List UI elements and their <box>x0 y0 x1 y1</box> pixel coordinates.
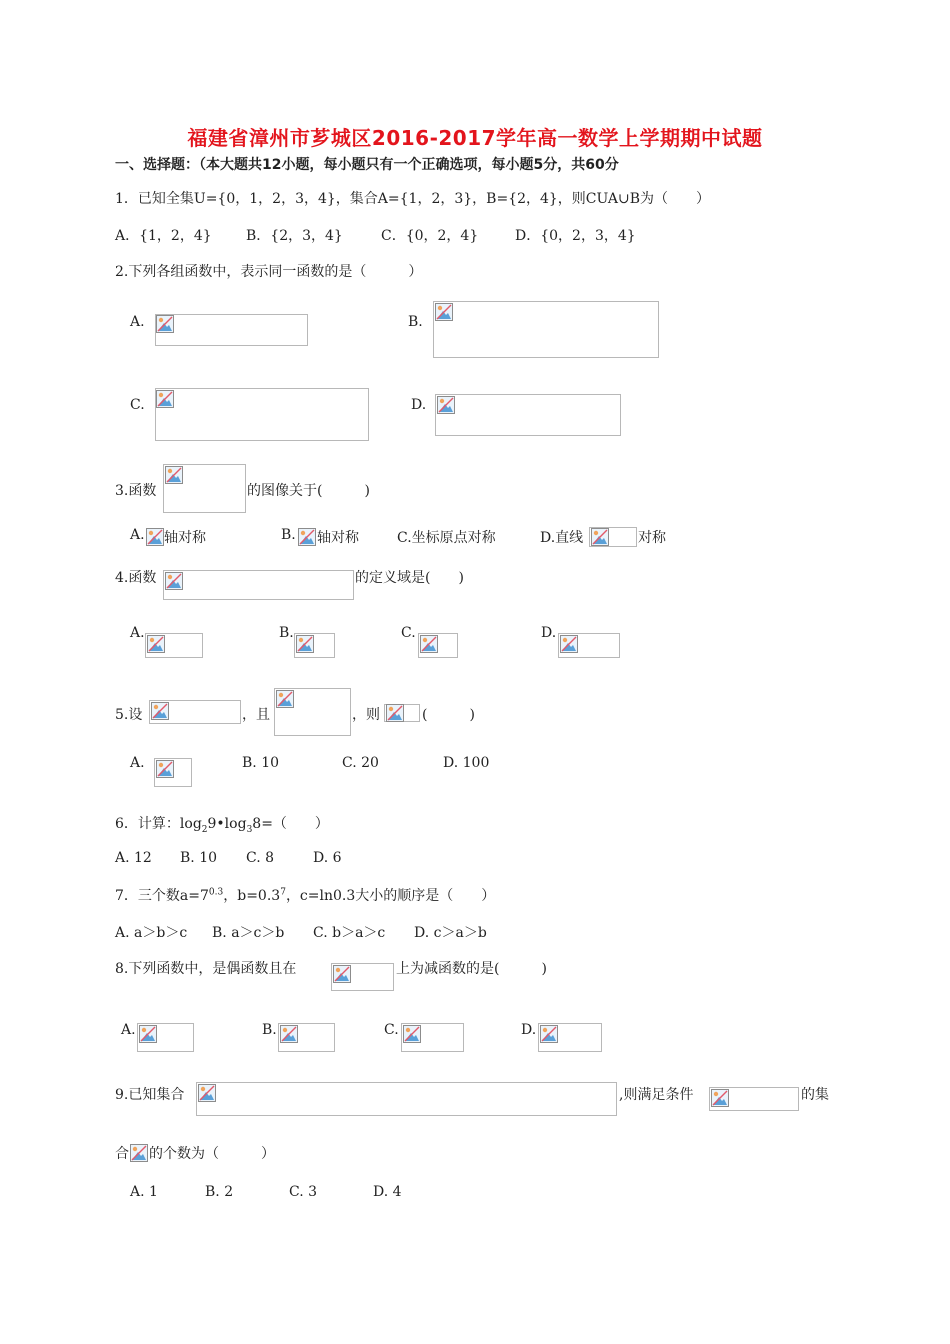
q7-option-d: D. c＞a＞b <box>414 925 487 941</box>
q6-option-d: D. 6 <box>313 850 342 866</box>
question-5-pre: 5.设 <box>115 707 143 723</box>
q6-option-c: C. 8 <box>246 850 275 866</box>
broken-image-icon <box>333 965 351 983</box>
broken-image-icon <box>147 635 165 653</box>
broken-image-icon <box>437 396 455 414</box>
question-9-line2-pre: 合 <box>115 1146 129 1162</box>
broken-image-icon <box>435 303 453 321</box>
broken-image-icon <box>560 635 578 653</box>
formula-image-frame <box>163 570 354 600</box>
q3-option-b-pre: B. <box>281 527 296 543</box>
broken-image-icon <box>151 702 169 720</box>
q7-option-c: C. b＞a＞c <box>313 925 386 941</box>
broken-image-icon <box>280 1025 298 1043</box>
broken-image-icon <box>403 1025 421 1043</box>
q5-option-a-label: A. <box>130 755 145 771</box>
q6-option-a: A. 12 <box>115 850 152 866</box>
question-4-pre: 4.函数 <box>115 570 157 586</box>
broken-image-icon <box>139 1025 157 1043</box>
broken-image-icon <box>198 1084 216 1102</box>
question-3-post: 的图像关于( ) <box>247 483 370 499</box>
broken-image-icon <box>276 690 294 708</box>
q8-option-a-label: A. <box>121 1022 136 1038</box>
q1-option-d: D．{0，2，3，4} <box>515 228 636 244</box>
q8-option-d-label: D. <box>521 1022 537 1038</box>
broken-image-icon <box>156 315 174 333</box>
question-7-stem: 7．三个数$a=7^{0.3}$，$b=0.3^7$，c=ln0.3大小的顺序是（ ） <box>115 887 496 904</box>
formula-image-frame <box>155 314 308 346</box>
formula-image-frame <box>433 301 659 358</box>
q9-option-d: D. 4 <box>373 1184 402 1200</box>
q5-option-d: D. 100 <box>443 755 490 771</box>
q5-option-c: C. 20 <box>342 755 379 771</box>
broken-image-icon <box>165 466 183 484</box>
question-3-pre: 3.函数 <box>115 483 157 499</box>
broken-image-icon <box>420 635 438 653</box>
q3-option-a-post: 轴对称 <box>164 530 206 546</box>
question-5-post: ( ) <box>422 707 475 723</box>
q3-option-c: C.坐标原点对称 <box>397 530 496 546</box>
q5-option-b: B. 10 <box>242 755 280 771</box>
broken-image-icon <box>146 528 164 546</box>
question-6-stem: 6．计算：$\log_29•\log_38=$（ ） <box>115 816 329 835</box>
q3-option-d-pre: D.直线 <box>540 530 584 546</box>
question-4-post: 的定义域是( ) <box>355 570 464 586</box>
q8-option-c-label: C. <box>384 1022 399 1038</box>
q2-option-b-label: B. <box>408 314 423 330</box>
question-8-post: 上为减函数的是( ) <box>396 961 547 977</box>
q3-option-b-post: 轴对称 <box>317 530 359 546</box>
q1-option-b: B．{2，3，4} <box>246 228 343 244</box>
q1-option-a: A．{1，2，4} <box>115 228 212 244</box>
broken-image-icon <box>591 528 609 546</box>
formula-image-frame <box>155 388 369 441</box>
broken-image-icon <box>711 1089 729 1107</box>
q4-option-b-label: B. <box>279 625 294 641</box>
q4-option-d-label: D. <box>541 625 557 641</box>
broken-image-icon <box>296 635 314 653</box>
question-5-mid: ，且 <box>242 707 270 723</box>
formula-image-frame <box>435 394 621 436</box>
broken-image-icon <box>156 760 174 778</box>
question-8-pre: 8.下列函数中，是偶函数且在 <box>115 961 297 977</box>
q8-option-b-label: B. <box>262 1022 277 1038</box>
q4-option-c-label: C. <box>401 625 416 641</box>
broken-image-icon <box>298 528 316 546</box>
q7-option-a: A. a＞b＞c <box>115 925 188 941</box>
question-1-stem: 1．已知全集U={0，1，2，3，4}，集合A={1，2，3}，B={2，4}，则CUA∪B为（ ） <box>115 191 711 207</box>
page-title: 福建省漳州市芗城区2016-2017学年高一数学上学期期中试题 <box>187 126 763 150</box>
question-9-line2-post: 的个数为（ ） <box>149 1146 275 1162</box>
q7-option-b: B. a＞c＞b <box>212 925 285 941</box>
q3-option-a-pre: A. <box>130 527 145 543</box>
q4-option-a-label: A. <box>130 625 145 641</box>
question-9-post: 的集 <box>801 1087 829 1103</box>
q2-option-c-label: C. <box>130 397 145 413</box>
q2-option-d-label: D. <box>411 397 427 413</box>
question-2-stem: 2.下列各组函数中，表示同一函数的是（ ） <box>115 264 423 280</box>
broken-image-icon <box>540 1025 558 1043</box>
question-5-mid2: ，则 <box>352 707 380 723</box>
broken-image-icon <box>165 572 183 590</box>
section-heading: 一、选择题：（本大题共12小题，每小题只有一个正确选项，每小题5分，共60分 <box>115 157 619 173</box>
formula-image-frame <box>196 1082 617 1116</box>
q2-option-a-label: A. <box>130 314 145 330</box>
q9-option-b: B. 2 <box>205 1184 234 1200</box>
broken-image-icon <box>130 1144 148 1162</box>
q6-option-b: B. 10 <box>180 850 218 866</box>
broken-image-icon <box>386 704 404 722</box>
q3-option-d-post: 对称 <box>638 530 666 546</box>
question-9-pre: 9.已知集合 <box>115 1087 185 1103</box>
q1-option-c: C．{0，2，4} <box>381 228 479 244</box>
broken-image-icon <box>156 390 174 408</box>
q9-option-a: A. 1 <box>130 1184 158 1200</box>
question-9-mid: ,则满足条件 <box>619 1087 694 1103</box>
q9-option-c: C. 3 <box>289 1184 318 1200</box>
